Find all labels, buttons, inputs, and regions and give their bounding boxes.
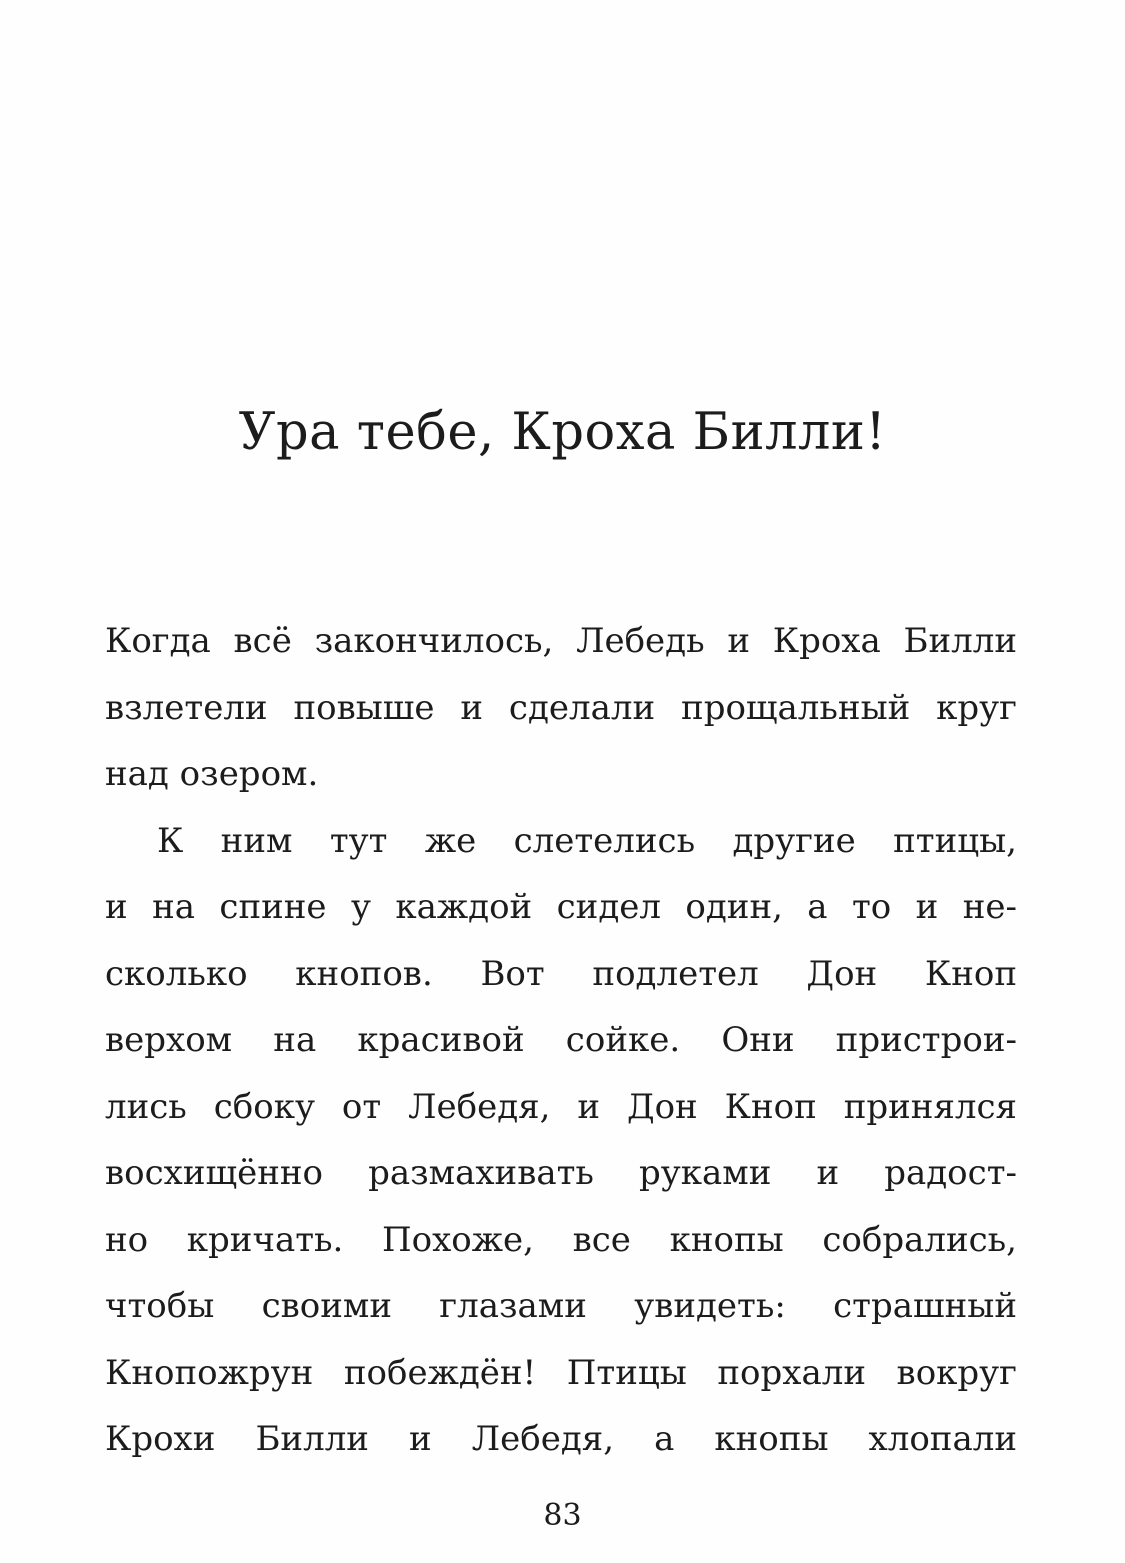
paragraph-1: [105, 608, 1017, 808]
chapter-title: Ура тебе, Кроха Билли!: [238, 403, 887, 462]
text-line: чтобы своими глазами увидеть: страшный: [105, 1286, 1017, 1326]
text-line: но кричать. Похоже, все кнопы собрались,: [105, 1219, 1017, 1260]
text-line: восхищённо размахивать руками и радост-: [105, 1153, 1017, 1193]
text-line: и на спине у каждой сидел один, а то и не-: [105, 887, 1017, 927]
page-number: 83: [543, 1498, 582, 1533]
text-line: сколько кнопов. Вот подлетел Дон Кноп: [105, 953, 1017, 994]
text-line: взлетели повыше и сделали прощальный круг: [105, 687, 1017, 728]
text-line: над озером.: [105, 754, 319, 794]
text-line: Когда всё закончилось, Лебедь и Кроха Билли: [105, 621, 1017, 661]
body-text: [105, 608, 1017, 1473]
text-line: Кнопожрун побеждён! Птицы порхали вокруг: [105, 1352, 1017, 1393]
text-line: верхом на красивой сойке. Они пристрои-: [105, 1020, 1017, 1060]
text-line: Крохи Билли и Лебедя, а кнопы хлопали: [105, 1419, 1017, 1459]
text-line: К ним тут же слетелись другие птицы,: [157, 820, 1017, 861]
paragraph-2: [105, 808, 1017, 1473]
text-line: лись сбоку от Лебедя, и Дон Кноп принялся: [105, 1086, 1017, 1127]
